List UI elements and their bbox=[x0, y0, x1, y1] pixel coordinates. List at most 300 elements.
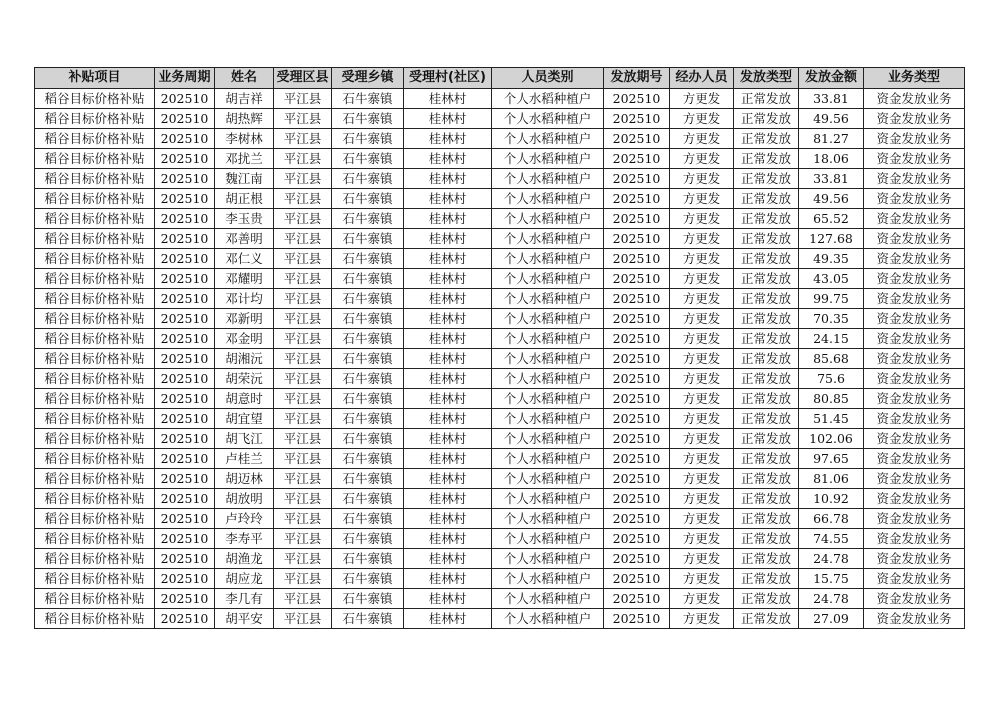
col-header-village: 受理村(社区) bbox=[404, 68, 492, 89]
cell-name: 李玉贵 bbox=[215, 209, 274, 229]
cell-issue-period: 202510 bbox=[604, 329, 670, 349]
cell-county: 平江县 bbox=[274, 109, 332, 129]
cell-business-period: 202510 bbox=[155, 429, 215, 449]
cell-amount: 24.78 bbox=[799, 549, 864, 569]
cell-handler: 方更发 bbox=[670, 109, 734, 129]
cell-name: 胡飞江 bbox=[215, 429, 274, 449]
cell-business-period: 202510 bbox=[155, 329, 215, 349]
col-header-issue-period: 发放期号 bbox=[604, 68, 670, 89]
cell-village: 桂林村 bbox=[404, 529, 492, 549]
cell-business-type: 资金发放业务 bbox=[864, 149, 965, 169]
cell-handler: 方更发 bbox=[670, 369, 734, 389]
cell-village: 桂林村 bbox=[404, 469, 492, 489]
table-row bbox=[35, 329, 965, 349]
cell-business-type: 资金发放业务 bbox=[864, 169, 965, 189]
cell-issue-type: 正常发放 bbox=[734, 369, 799, 389]
cell-business-type: 资金发放业务 bbox=[864, 589, 965, 609]
cell-amount: 81.27 bbox=[799, 129, 864, 149]
cell-issue-period: 202510 bbox=[604, 549, 670, 569]
col-header-amount: 发放金额 bbox=[799, 68, 864, 89]
cell-county: 平江县 bbox=[274, 89, 332, 109]
table-row bbox=[35, 569, 965, 589]
cell-county: 平江县 bbox=[274, 229, 332, 249]
cell-village: 桂林村 bbox=[404, 309, 492, 329]
cell-township: 石牛寨镇 bbox=[332, 469, 404, 489]
cell-village: 桂林村 bbox=[404, 109, 492, 129]
cell-name: 卢桂兰 bbox=[215, 449, 274, 469]
cell-county: 平江县 bbox=[274, 589, 332, 609]
cell-handler: 方更发 bbox=[670, 309, 734, 329]
cell-village: 桂林村 bbox=[404, 209, 492, 229]
cell-issue-type: 正常发放 bbox=[734, 89, 799, 109]
cell-amount: 75.6 bbox=[799, 369, 864, 389]
cell-county: 平江县 bbox=[274, 149, 332, 169]
cell-township: 石牛寨镇 bbox=[332, 529, 404, 549]
cell-issue-type: 正常发放 bbox=[734, 529, 799, 549]
cell-business-type: 资金发放业务 bbox=[864, 269, 965, 289]
cell-issue-type: 正常发放 bbox=[734, 149, 799, 169]
cell-subsidy-item: 稻谷目标价格补贴 bbox=[35, 269, 155, 289]
table-row bbox=[35, 549, 965, 569]
cell-name: 胡宜望 bbox=[215, 409, 274, 429]
cell-business-period: 202510 bbox=[155, 229, 215, 249]
cell-business-type: 资金发放业务 bbox=[864, 529, 965, 549]
cell-county: 平江县 bbox=[274, 489, 332, 509]
cell-issue-period: 202510 bbox=[604, 529, 670, 549]
cell-name: 胡湘沅 bbox=[215, 349, 274, 369]
cell-township: 石牛寨镇 bbox=[332, 389, 404, 409]
cell-village: 桂林村 bbox=[404, 369, 492, 389]
cell-person-category: 个人水稻种植户 bbox=[492, 589, 604, 609]
cell-subsidy-item: 稻谷目标价格补贴 bbox=[35, 189, 155, 209]
cell-county: 平江县 bbox=[274, 429, 332, 449]
cell-amount: 70.35 bbox=[799, 309, 864, 329]
cell-name: 邓金明 bbox=[215, 329, 274, 349]
cell-business-type: 资金发放业务 bbox=[864, 609, 965, 629]
cell-issue-period: 202510 bbox=[604, 489, 670, 509]
cell-issue-period: 202510 bbox=[604, 569, 670, 589]
cell-amount: 15.75 bbox=[799, 569, 864, 589]
cell-person-category: 个人水稻种植户 bbox=[492, 229, 604, 249]
cell-handler: 方更发 bbox=[670, 509, 734, 529]
cell-name: 胡应龙 bbox=[215, 569, 274, 589]
cell-name: 李几有 bbox=[215, 589, 274, 609]
cell-name: 邓善明 bbox=[215, 229, 274, 249]
cell-name: 李寿平 bbox=[215, 529, 274, 549]
table-row bbox=[35, 349, 965, 369]
cell-amount: 27.09 bbox=[799, 609, 864, 629]
cell-county: 平江县 bbox=[274, 269, 332, 289]
cell-township: 石牛寨镇 bbox=[332, 349, 404, 369]
cell-amount: 74.55 bbox=[799, 529, 864, 549]
col-header-county: 受理区县 bbox=[274, 68, 332, 89]
cell-name: 胡荣沅 bbox=[215, 369, 274, 389]
cell-issue-period: 202510 bbox=[604, 409, 670, 429]
cell-person-category: 个人水稻种植户 bbox=[492, 389, 604, 409]
cell-handler: 方更发 bbox=[670, 289, 734, 309]
table-row bbox=[35, 89, 965, 109]
cell-subsidy-item: 稻谷目标价格补贴 bbox=[35, 329, 155, 349]
cell-person-category: 个人水稻种植户 bbox=[492, 169, 604, 189]
cell-township: 石牛寨镇 bbox=[332, 229, 404, 249]
cell-handler: 方更发 bbox=[670, 429, 734, 449]
col-header-subsidy-item: 补贴项目 bbox=[35, 68, 155, 89]
cell-handler: 方更发 bbox=[670, 349, 734, 369]
cell-subsidy-item: 稻谷目标价格补贴 bbox=[35, 569, 155, 589]
cell-amount: 18.06 bbox=[799, 149, 864, 169]
cell-issue-period: 202510 bbox=[604, 349, 670, 369]
cell-issue-period: 202510 bbox=[604, 369, 670, 389]
cell-business-period: 202510 bbox=[155, 589, 215, 609]
cell-village: 桂林村 bbox=[404, 129, 492, 149]
cell-issue-period: 202510 bbox=[604, 509, 670, 529]
cell-issue-period: 202510 bbox=[604, 169, 670, 189]
cell-issue-type: 正常发放 bbox=[734, 129, 799, 149]
cell-business-period: 202510 bbox=[155, 389, 215, 409]
cell-handler: 方更发 bbox=[670, 489, 734, 509]
cell-subsidy-item: 稻谷目标价格补贴 bbox=[35, 409, 155, 429]
cell-township: 石牛寨镇 bbox=[332, 489, 404, 509]
cell-issue-type: 正常发放 bbox=[734, 569, 799, 589]
cell-village: 桂林村 bbox=[404, 569, 492, 589]
cell-issue-period: 202510 bbox=[604, 269, 670, 289]
cell-business-period: 202510 bbox=[155, 509, 215, 529]
table-row bbox=[35, 409, 965, 429]
col-header-handler: 经办人员 bbox=[670, 68, 734, 89]
cell-handler: 方更发 bbox=[670, 409, 734, 429]
cell-issue-type: 正常发放 bbox=[734, 209, 799, 229]
cell-township: 石牛寨镇 bbox=[332, 329, 404, 349]
cell-amount: 49.56 bbox=[799, 109, 864, 129]
cell-issue-period: 202510 bbox=[604, 229, 670, 249]
cell-township: 石牛寨镇 bbox=[332, 509, 404, 529]
cell-name: 卢玲玲 bbox=[215, 509, 274, 529]
cell-issue-type: 正常发放 bbox=[734, 489, 799, 509]
cell-handler: 方更发 bbox=[670, 169, 734, 189]
table-row bbox=[35, 509, 965, 529]
cell-issue-type: 正常发放 bbox=[734, 109, 799, 129]
cell-subsidy-item: 稻谷目标价格补贴 bbox=[35, 589, 155, 609]
col-header-business-type: 业务类型 bbox=[864, 68, 965, 89]
cell-township: 石牛寨镇 bbox=[332, 569, 404, 589]
cell-township: 石牛寨镇 bbox=[332, 409, 404, 429]
cell-business-period: 202510 bbox=[155, 449, 215, 469]
cell-business-type: 资金发放业务 bbox=[864, 129, 965, 149]
cell-handler: 方更发 bbox=[670, 149, 734, 169]
cell-person-category: 个人水稻种植户 bbox=[492, 469, 604, 489]
cell-handler: 方更发 bbox=[670, 569, 734, 589]
cell-business-type: 资金发放业务 bbox=[864, 189, 965, 209]
cell-amount: 102.06 bbox=[799, 429, 864, 449]
cell-subsidy-item: 稻谷目标价格补贴 bbox=[35, 169, 155, 189]
cell-issue-type: 正常发放 bbox=[734, 509, 799, 529]
col-header-name: 姓名 bbox=[215, 68, 274, 89]
cell-amount: 10.92 bbox=[799, 489, 864, 509]
cell-amount: 97.65 bbox=[799, 449, 864, 469]
cell-township: 石牛寨镇 bbox=[332, 449, 404, 469]
cell-name: 胡吉祥 bbox=[215, 89, 274, 109]
cell-name: 邓仁义 bbox=[215, 249, 274, 269]
cell-issue-period: 202510 bbox=[604, 609, 670, 629]
cell-handler: 方更发 bbox=[670, 89, 734, 109]
cell-county: 平江县 bbox=[274, 609, 332, 629]
cell-person-category: 个人水稻种植户 bbox=[492, 189, 604, 209]
cell-person-category: 个人水稻种植户 bbox=[492, 329, 604, 349]
cell-issue-period: 202510 bbox=[604, 109, 670, 129]
cell-business-type: 资金发放业务 bbox=[864, 429, 965, 449]
cell-issue-type: 正常发放 bbox=[734, 589, 799, 609]
cell-subsidy-item: 稻谷目标价格补贴 bbox=[35, 429, 155, 449]
cell-amount: 49.56 bbox=[799, 189, 864, 209]
cell-township: 石牛寨镇 bbox=[332, 109, 404, 129]
cell-business-period: 202510 bbox=[155, 169, 215, 189]
cell-amount: 65.52 bbox=[799, 209, 864, 229]
cell-name: 邓扰兰 bbox=[215, 149, 274, 169]
table-row bbox=[35, 269, 965, 289]
cell-handler: 方更发 bbox=[670, 129, 734, 149]
cell-village: 桂林村 bbox=[404, 169, 492, 189]
cell-issue-type: 正常发放 bbox=[734, 169, 799, 189]
cell-subsidy-item: 稻谷目标价格补贴 bbox=[35, 209, 155, 229]
cell-person-category: 个人水稻种植户 bbox=[492, 489, 604, 509]
cell-issue-period: 202510 bbox=[604, 289, 670, 309]
cell-person-category: 个人水稻种植户 bbox=[492, 349, 604, 369]
cell-business-type: 资金发放业务 bbox=[864, 249, 965, 269]
cell-business-period: 202510 bbox=[155, 109, 215, 129]
cell-name: 胡放明 bbox=[215, 489, 274, 509]
col-header-person-category: 人员类别 bbox=[492, 68, 604, 89]
cell-township: 石牛寨镇 bbox=[332, 149, 404, 169]
cell-subsidy-item: 稻谷目标价格补贴 bbox=[35, 449, 155, 469]
cell-township: 石牛寨镇 bbox=[332, 609, 404, 629]
cell-handler: 方更发 bbox=[670, 389, 734, 409]
cell-business-period: 202510 bbox=[155, 549, 215, 569]
cell-business-period: 202510 bbox=[155, 249, 215, 269]
cell-person-category: 个人水稻种植户 bbox=[492, 89, 604, 109]
cell-issue-period: 202510 bbox=[604, 189, 670, 209]
cell-township: 石牛寨镇 bbox=[332, 369, 404, 389]
cell-handler: 方更发 bbox=[670, 469, 734, 489]
header-row bbox=[35, 68, 965, 89]
cell-issue-period: 202510 bbox=[604, 89, 670, 109]
cell-handler: 方更发 bbox=[670, 609, 734, 629]
table-row bbox=[35, 189, 965, 209]
cell-business-type: 资金发放业务 bbox=[864, 409, 965, 429]
cell-county: 平江县 bbox=[274, 349, 332, 369]
cell-business-period: 202510 bbox=[155, 369, 215, 389]
table-body bbox=[35, 89, 965, 629]
cell-subsidy-item: 稻谷目标价格补贴 bbox=[35, 609, 155, 629]
cell-business-period: 202510 bbox=[155, 569, 215, 589]
cell-county: 平江县 bbox=[274, 469, 332, 489]
cell-county: 平江县 bbox=[274, 169, 332, 189]
cell-issue-period: 202510 bbox=[604, 449, 670, 469]
col-header-business-period: 业务周期 bbox=[155, 68, 215, 89]
cell-person-category: 个人水稻种植户 bbox=[492, 269, 604, 289]
cell-issue-type: 正常发放 bbox=[734, 469, 799, 489]
table-row bbox=[35, 289, 965, 309]
cell-person-category: 个人水稻种植户 bbox=[492, 149, 604, 169]
cell-name: 胡正根 bbox=[215, 189, 274, 209]
cell-village: 桂林村 bbox=[404, 249, 492, 269]
cell-issue-period: 202510 bbox=[604, 149, 670, 169]
cell-business-period: 202510 bbox=[155, 129, 215, 149]
table-row bbox=[35, 529, 965, 549]
subsidy-table-container bbox=[34, 67, 965, 629]
cell-business-type: 资金发放业务 bbox=[864, 209, 965, 229]
cell-village: 桂林村 bbox=[404, 269, 492, 289]
cell-name: 邓耀明 bbox=[215, 269, 274, 289]
cell-county: 平江县 bbox=[274, 189, 332, 209]
cell-issue-type: 正常发放 bbox=[734, 549, 799, 569]
cell-amount: 66.78 bbox=[799, 509, 864, 529]
cell-handler: 方更发 bbox=[670, 449, 734, 469]
cell-name: 邓新明 bbox=[215, 309, 274, 329]
cell-amount: 33.81 bbox=[799, 169, 864, 189]
cell-name: 胡渔龙 bbox=[215, 549, 274, 569]
cell-village: 桂林村 bbox=[404, 449, 492, 469]
cell-business-period: 202510 bbox=[155, 609, 215, 629]
cell-township: 石牛寨镇 bbox=[332, 309, 404, 329]
cell-business-type: 资金发放业务 bbox=[864, 89, 965, 109]
cell-business-period: 202510 bbox=[155, 349, 215, 369]
cell-name: 胡意时 bbox=[215, 389, 274, 409]
cell-business-type: 资金发放业务 bbox=[864, 549, 965, 569]
cell-person-category: 个人水稻种植户 bbox=[492, 509, 604, 529]
cell-village: 桂林村 bbox=[404, 289, 492, 309]
cell-handler: 方更发 bbox=[670, 249, 734, 269]
cell-issue-period: 202510 bbox=[604, 389, 670, 409]
cell-person-category: 个人水稻种植户 bbox=[492, 609, 604, 629]
table-row bbox=[35, 309, 965, 329]
cell-name: 李树林 bbox=[215, 129, 274, 149]
table-row bbox=[35, 589, 965, 609]
cell-village: 桂林村 bbox=[404, 229, 492, 249]
cell-business-period: 202510 bbox=[155, 189, 215, 209]
cell-county: 平江县 bbox=[274, 129, 332, 149]
cell-county: 平江县 bbox=[274, 409, 332, 429]
cell-issue-type: 正常发放 bbox=[734, 309, 799, 329]
subsidy-table bbox=[34, 67, 965, 629]
cell-amount: 43.05 bbox=[799, 269, 864, 289]
cell-name: 胡平安 bbox=[215, 609, 274, 629]
table-row bbox=[35, 449, 965, 469]
cell-village: 桂林村 bbox=[404, 429, 492, 449]
cell-village: 桂林村 bbox=[404, 89, 492, 109]
cell-business-type: 资金发放业务 bbox=[864, 569, 965, 589]
cell-name: 魏江南 bbox=[215, 169, 274, 189]
cell-issue-type: 正常发放 bbox=[734, 609, 799, 629]
cell-amount: 33.81 bbox=[799, 89, 864, 109]
cell-township: 石牛寨镇 bbox=[332, 249, 404, 269]
cell-business-period: 202510 bbox=[155, 309, 215, 329]
cell-business-type: 资金发放业务 bbox=[864, 349, 965, 369]
cell-person-category: 个人水稻种植户 bbox=[492, 409, 604, 429]
cell-county: 平江县 bbox=[274, 289, 332, 309]
cell-business-period: 202510 bbox=[155, 89, 215, 109]
cell-business-type: 资金发放业务 bbox=[864, 369, 965, 389]
cell-business-type: 资金发放业务 bbox=[864, 389, 965, 409]
table-row bbox=[35, 489, 965, 509]
cell-business-period: 202510 bbox=[155, 409, 215, 429]
cell-handler: 方更发 bbox=[670, 329, 734, 349]
cell-person-category: 个人水稻种植户 bbox=[492, 249, 604, 269]
table-row bbox=[35, 149, 965, 169]
cell-subsidy-item: 稻谷目标价格补贴 bbox=[35, 149, 155, 169]
cell-issue-type: 正常发放 bbox=[734, 409, 799, 429]
cell-village: 桂林村 bbox=[404, 509, 492, 529]
cell-business-period: 202510 bbox=[155, 289, 215, 309]
cell-county: 平江县 bbox=[274, 369, 332, 389]
cell-subsidy-item: 稻谷目标价格补贴 bbox=[35, 289, 155, 309]
cell-business-type: 资金发放业务 bbox=[864, 489, 965, 509]
cell-person-category: 个人水稻种植户 bbox=[492, 109, 604, 129]
cell-subsidy-item: 稻谷目标价格补贴 bbox=[35, 509, 155, 529]
cell-amount: 80.85 bbox=[799, 389, 864, 409]
cell-subsidy-item: 稻谷目标价格补贴 bbox=[35, 469, 155, 489]
cell-subsidy-item: 稻谷目标价格补贴 bbox=[35, 109, 155, 129]
cell-person-category: 个人水稻种植户 bbox=[492, 449, 604, 469]
cell-person-category: 个人水稻种植户 bbox=[492, 569, 604, 589]
cell-amount: 85.68 bbox=[799, 349, 864, 369]
cell-handler: 方更发 bbox=[670, 209, 734, 229]
cell-village: 桂林村 bbox=[404, 549, 492, 569]
cell-issue-period: 202510 bbox=[604, 209, 670, 229]
cell-issue-type: 正常发放 bbox=[734, 329, 799, 349]
cell-business-type: 资金发放业务 bbox=[864, 469, 965, 489]
table-row bbox=[35, 469, 965, 489]
cell-handler: 方更发 bbox=[670, 529, 734, 549]
cell-subsidy-item: 稻谷目标价格补贴 bbox=[35, 129, 155, 149]
cell-township: 石牛寨镇 bbox=[332, 89, 404, 109]
cell-business-type: 资金发放业务 bbox=[864, 329, 965, 349]
cell-subsidy-item: 稻谷目标价格补贴 bbox=[35, 89, 155, 109]
cell-business-type: 资金发放业务 bbox=[864, 449, 965, 469]
col-header-township: 受理乡镇 bbox=[332, 68, 404, 89]
table-row bbox=[35, 609, 965, 629]
cell-issue-period: 202510 bbox=[604, 129, 670, 149]
cell-name: 胡迈林 bbox=[215, 469, 274, 489]
cell-amount: 24.78 bbox=[799, 589, 864, 609]
cell-subsidy-item: 稻谷目标价格补贴 bbox=[35, 309, 155, 329]
table-row bbox=[35, 229, 965, 249]
cell-person-category: 个人水稻种植户 bbox=[492, 209, 604, 229]
cell-business-period: 202510 bbox=[155, 489, 215, 509]
cell-subsidy-item: 稻谷目标价格补贴 bbox=[35, 349, 155, 369]
cell-person-category: 个人水稻种植户 bbox=[492, 529, 604, 549]
cell-handler: 方更发 bbox=[670, 189, 734, 209]
col-header-issue-type: 发放类型 bbox=[734, 68, 799, 89]
cell-village: 桂林村 bbox=[404, 149, 492, 169]
cell-issue-period: 202510 bbox=[604, 249, 670, 269]
cell-business-type: 资金发放业务 bbox=[864, 229, 965, 249]
cell-county: 平江县 bbox=[274, 569, 332, 589]
cell-county: 平江县 bbox=[274, 509, 332, 529]
cell-village: 桂林村 bbox=[404, 349, 492, 369]
table-row bbox=[35, 429, 965, 449]
cell-township: 石牛寨镇 bbox=[332, 549, 404, 569]
cell-amount: 24.15 bbox=[799, 329, 864, 349]
table-row bbox=[35, 169, 965, 189]
cell-issue-type: 正常发放 bbox=[734, 449, 799, 469]
cell-township: 石牛寨镇 bbox=[332, 289, 404, 309]
cell-business-period: 202510 bbox=[155, 269, 215, 289]
cell-issue-type: 正常发放 bbox=[734, 289, 799, 309]
cell-township: 石牛寨镇 bbox=[332, 269, 404, 289]
cell-county: 平江县 bbox=[274, 449, 332, 469]
cell-amount: 49.35 bbox=[799, 249, 864, 269]
cell-county: 平江县 bbox=[274, 389, 332, 409]
